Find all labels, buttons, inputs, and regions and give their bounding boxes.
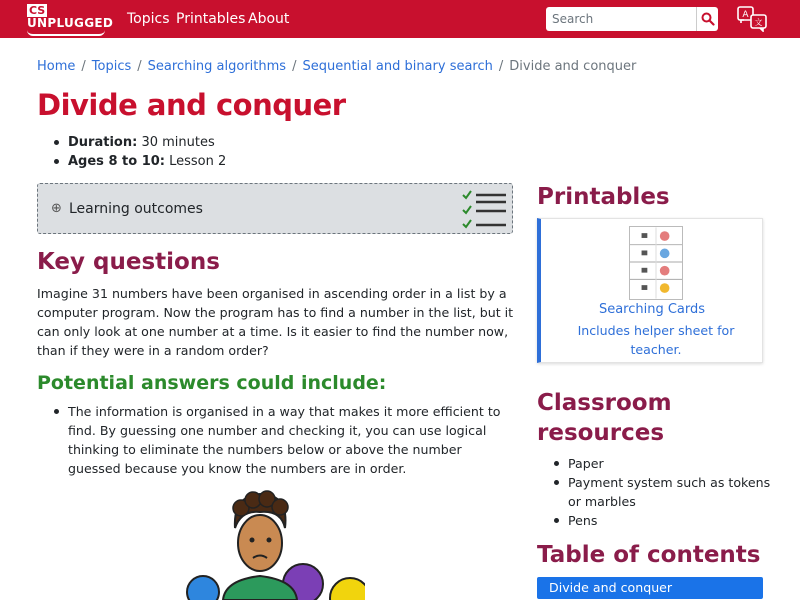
logo-unplugged-text: UNPLUGGED bbox=[27, 16, 114, 30]
language-button[interactable] bbox=[736, 6, 770, 32]
thinking-child-illustration bbox=[185, 488, 365, 600]
svg-text:文: 文 bbox=[754, 18, 763, 27]
plus-circle-icon: ⊕ bbox=[51, 201, 62, 216]
printable-name: Searching Cards bbox=[598, 302, 706, 317]
ages-label: Ages 8 to 10: bbox=[68, 154, 165, 169]
breadcrumb-topics[interactable]: Topics bbox=[91, 59, 132, 74]
duration-item bbox=[52, 133, 226, 152]
resource-item: Paper bbox=[552, 454, 772, 473]
key-question-text: Imagine 31 numbers have been organised in ascending order in a list by a computer program. Now the program has to find a number in the list, but it can only look at one number at a time. Is it easier to find the number now, than if they were in a random order? bbox=[37, 286, 514, 358]
breadcrumb-home[interactable]: Home bbox=[37, 59, 76, 74]
breadcrumb-separator: / bbox=[137, 59, 142, 74]
duration-label: Duration: bbox=[68, 135, 138, 150]
top-navbar bbox=[0, 0, 800, 38]
page-title: Divide and conquer bbox=[37, 88, 346, 122]
language-icon bbox=[736, 6, 770, 32]
svg-text:A: A bbox=[742, 10, 749, 20]
logo-cs-text: CS bbox=[29, 4, 46, 17]
classroom-resources-heading: Classroom resources bbox=[537, 390, 672, 446]
nav-printables[interactable]: Printables bbox=[176, 11, 246, 27]
cs-unplugged-logo[interactable] bbox=[27, 4, 114, 34]
checklist-icon bbox=[462, 188, 508, 232]
printable-card-searching-cards[interactable] bbox=[537, 218, 763, 363]
lesson-meta-list bbox=[52, 133, 226, 171]
learning-outcomes-toggle[interactable] bbox=[37, 183, 513, 234]
key-questions-heading: Key questions bbox=[37, 249, 220, 275]
table-of-contents-heading: Table of contents bbox=[537, 542, 761, 568]
nav-topics[interactable]: Topics bbox=[127, 11, 170, 27]
breadcrumb bbox=[37, 59, 636, 74]
printable-description: Includes helper sheet for teacher. bbox=[577, 323, 735, 357]
duration-value: 30 minutes bbox=[141, 135, 215, 150]
breadcrumb-sequential-binary-search[interactable]: Sequential and binary search bbox=[302, 59, 493, 74]
breadcrumb-separator: / bbox=[292, 59, 297, 74]
ages-value: Lesson 2 bbox=[169, 154, 227, 169]
resource-item: Pens bbox=[552, 511, 772, 530]
ages-item bbox=[52, 152, 226, 171]
toc-item-divide-and-conquer[interactable]: Divide and conquer bbox=[537, 577, 763, 599]
learning-outcomes-label: Learning outcomes bbox=[69, 201, 203, 217]
answer-item: The information is organised in a way that makes it more efficient to find. By guessing one number and checking it, you can use logical thinking to eliminate the numbers below or above the number guessed because you know the numbers are in order. bbox=[52, 402, 512, 478]
breadcrumb-current: Divide and conquer bbox=[509, 59, 637, 74]
potential-answers-heading: Potential answers could include: bbox=[37, 372, 387, 394]
breadcrumb-searching-algorithms[interactable]: Searching algorithms bbox=[147, 59, 287, 74]
breadcrumb-separator: / bbox=[498, 59, 504, 74]
breadcrumb-separator: / bbox=[81, 59, 86, 74]
logo-arc bbox=[27, 30, 105, 36]
search-icon bbox=[701, 12, 715, 26]
answers-list bbox=[52, 402, 512, 478]
classroom-resources-list bbox=[552, 454, 772, 530]
search-input[interactable] bbox=[546, 7, 696, 31]
printables-heading: Printables bbox=[537, 184, 670, 210]
nav-about[interactable]: About bbox=[248, 11, 290, 27]
search-button[interactable] bbox=[696, 7, 718, 31]
resource-item: Payment system such as tokens or marbles bbox=[552, 473, 772, 511]
printable-thumbnail bbox=[629, 226, 683, 300]
